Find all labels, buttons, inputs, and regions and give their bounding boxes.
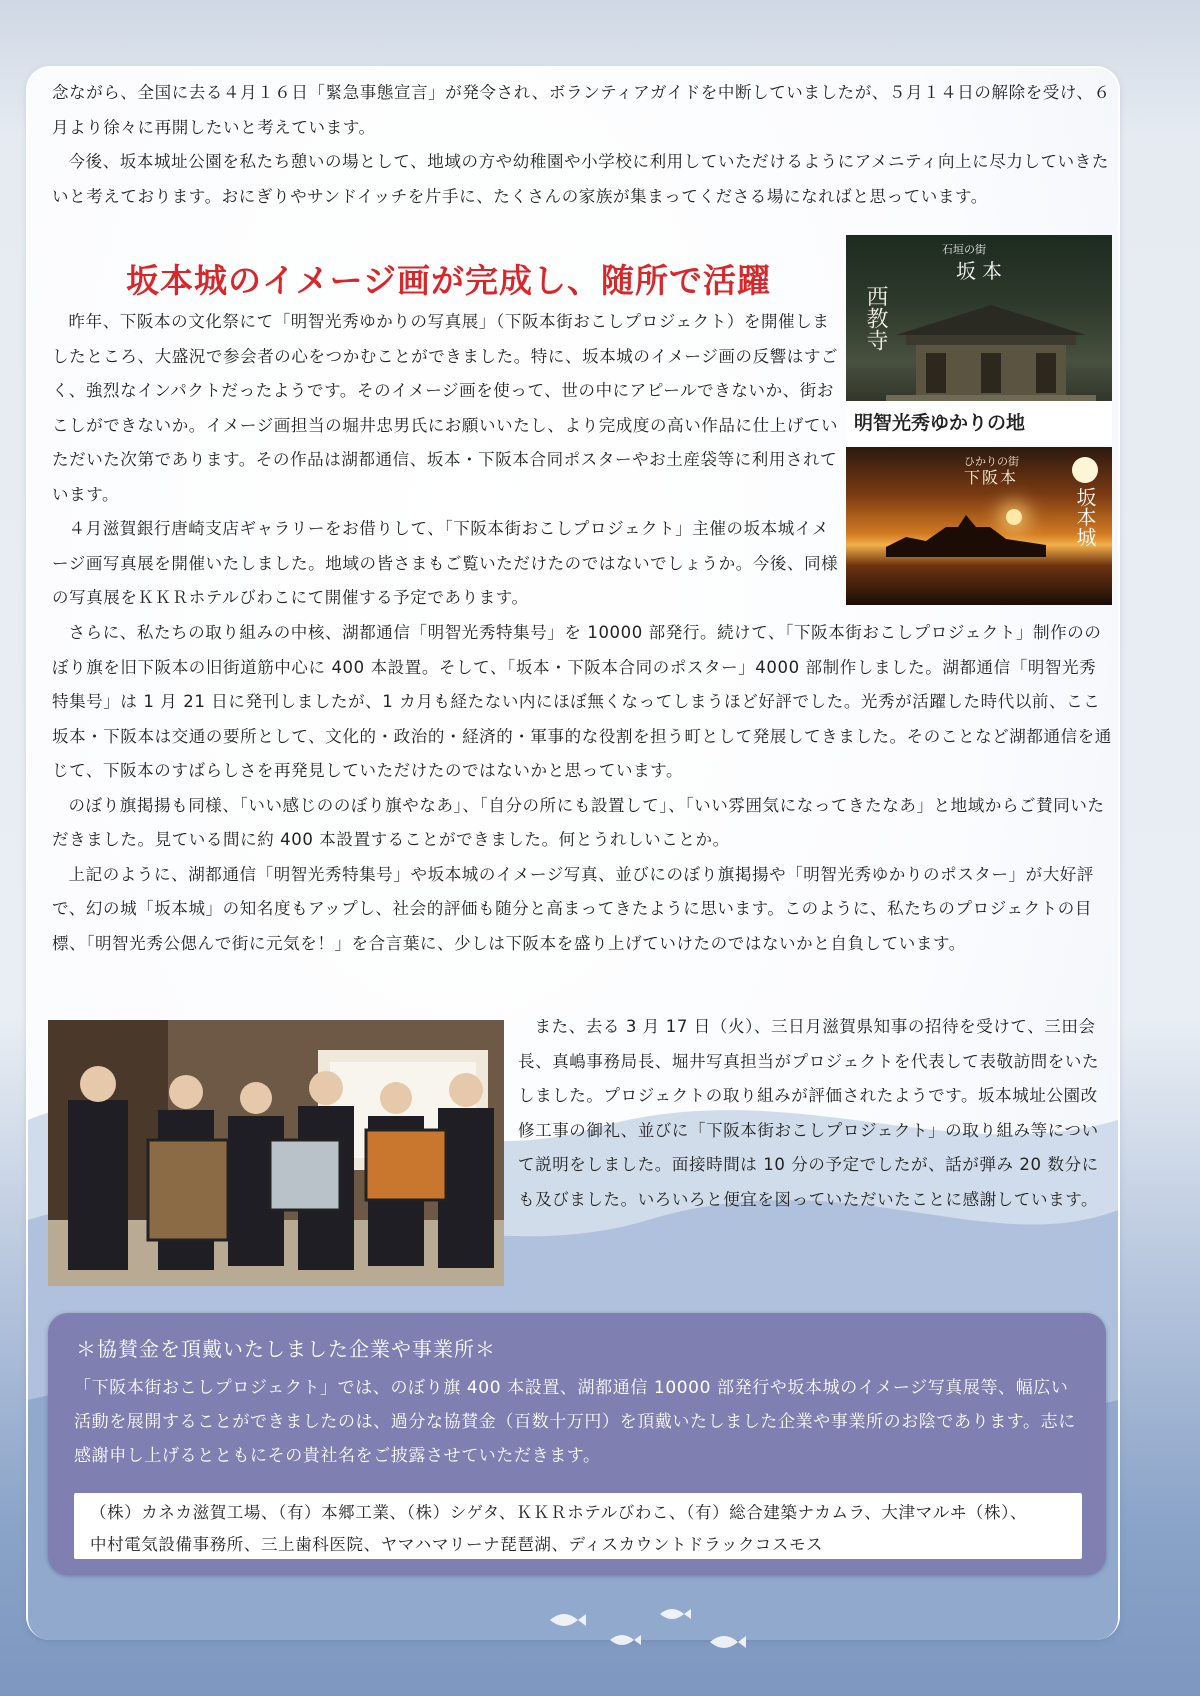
main-text (52, 616, 1112, 961)
section-paragraph-3: さらに、私たちの取り組みの中核、湖都通信「明智光秀特集号」を 10000 部発行。続けて、「下阪本街おこしプロジェクト」制作ののぼり旗を旧下阪本の旧街道筋中心に 400 本設置。そして、「坂本・下阪本合同のポスター」4000 部制作しました。湖都通信「明智光秀特集号」は 1 月 21 日に発刊しましたが、1 カ月も経たない内にほぼ無くなってしまうほど好評でした。光秀が活躍した時代以前、ここ坂本・下阪本は交通の要所として、文化的・政治的・経済的・軍事的な役割を担う町として発展してきました。そのことなど湖都通信を通じて、下阪本のすばらしさを再発見していただけたのではないかと思っています。 (52, 623, 1112, 780)
castle-silhouette (886, 497, 1046, 557)
group-photo-illustration (48, 1020, 504, 1286)
poster-top-title: 坂本 (956, 259, 1008, 283)
temple-illustration (886, 295, 1096, 405)
poster-top-side-label: 西教寺 (863, 285, 888, 351)
intro-paragraph-1: 念ながら、全国に去る４月１６日「緊急事態宣言」が発令され、ボランティアガイドを中断していましたが、５月１４日の解除を受け、６月より徐々に再開したいと考えています。 (52, 83, 1111, 137)
poster-bottom-title: 下阪本 (964, 468, 1019, 487)
poster-bottom-vertical: 坂本城 (1073, 487, 1097, 547)
group-photo (48, 1020, 504, 1286)
sponsor-body-text: 「下阪本街おこしプロジェクト」では、のぼり旗 400 本設置、湖都通信 10000 部発行や坂本城のイメージ写真展等、幅広い活動を展開することができましたのは、過分な協賛金（百数十万円）を頂戴いたしました企業や事業所のお陰であります。志に感謝申し上げるとともにその貴社名をご披露させていただきます。 (74, 1378, 1076, 1466)
section-heading: 坂本城のイメージ画が完成し、随所で活躍 (126, 261, 772, 300)
poster-photos (846, 235, 1112, 605)
intro-paragraph-2: 今後、坂本城址公園を私たち憩いの場として、地域の方や幼稚園や小学校に利用していただけるようにアメニティ向上に尽力していきたいと考えております。おにぎりやサンドイッチを片手に、たくさんの家族が集まってくださる場になればと思っています。 (52, 152, 1109, 206)
section-paragraph-2: ４月滋賀銀行唐崎支店ギャラリーをお借りして、「下阪本街おこしプロジェクト」主催の坂本城イメージ画写真展を開催いたしました。地域の皆さまもご覧いただけたのではないでしょうか。今後、同様の写真展をＫＫＲホテルびわこにて開催する予定であります。 (52, 519, 839, 607)
poster-bottom-small-title: ひかりの街 (964, 455, 1019, 468)
castle-sunset-poster (846, 447, 1112, 605)
poster-top-band: 明智光秀ゆかりの地 (846, 401, 1112, 445)
fish-decoration-icon (540, 1590, 780, 1660)
section-paragraph-5: 上記のように、湖都通信「明智光秀特集号」や坂本城のイメージ写真、並びにのぼり旗掲揚や「明智光秀ゆかりのポスター」が大好評で、幻の城「坂本城」の知名度もアップし、社会的評価も随分と高まってきたように思います。このように、私たちのプロジェクトの目標、「明智光秀公偲んで街に元気を！」を合言葉に、少しは下阪本を盛り上げていけたのではないかと自負しています。 (52, 864, 1095, 953)
poster-top-small-title: 石垣の街 (942, 243, 986, 256)
sponsor-body (74, 1371, 1084, 1473)
sponsor-list (74, 1493, 1082, 1559)
section-paragraph-1: 昨年、下阪本の文化祭にて「明智光秀ゆかりの写真展」（下阪本街おこしプロジェクト）を開催しましたところ、大盛況で参会者の心をつかむことができました。特に、坂本城のイメージ画の反響はすごく、強烈なインパクトだったようです。そのイメージ画を使って、世の中にアピールできないか、街おこしができないか。イメージ画担当の堀井忠男氏にお願いいたし、より完成度の高い作品に仕上げていただいた次第であります。その作品は湖都通信、坂本・下阪本合同ポスターやお土産袋等に利用されています。 (52, 312, 839, 504)
sponsor-list-line-1: （株）カネカ滋賀工場、（有）本郷工業、（株）シゲタ、ＫＫＲホテルびわこ、（有）総合建築ナカムラ、大津マルヰ（株）、 (90, 1503, 1028, 1522)
sponsor-list-line-2: 中村電気設備事務所、三上歯科医院、ヤマハマリーナ琵琶湖、ディスカウントドラックコスモス (90, 1535, 824, 1554)
flower-crest-icon (1072, 457, 1098, 483)
intro-text (52, 76, 1112, 214)
left-column-text (52, 305, 842, 616)
temple-poster (846, 235, 1112, 445)
visit-report-text (518, 1010, 1114, 1217)
sponsor-box (48, 1313, 1106, 1575)
sponsor-title: ＊協賛金を頂戴いたしました企業や事業所＊ (76, 1337, 496, 1361)
section-paragraph-4: のぼり旗掲揚も同様、「いい感じののぼり旗やなあ」、「自分の所にも設置して」、「いい雰囲気になってきたなあ」と地域からご賛同いただきました。見ている間に約 400 本設置することができました。何とうれしいことか。 (52, 795, 1105, 849)
section-paragraph-6: また、去る 3 月 17 日（火）、三日月滋賀県知事の招待を受けて、三田会長、真嶋事務局長、堀井写真担当がプロジェクトを代表して表敬訪問をいたしました。プロジェクトの取り組みが評価されたようです。坂本城址公園改修工事の御礼、並びに「下阪本街おこしプロジェクト」の取り組み等について説明をしました。面接時間は 10 分の予定でしたが、話が弾み 20 数分にも及びました。いろいろと便宜を図っていただいたことに感謝しています。 (518, 1017, 1100, 1209)
